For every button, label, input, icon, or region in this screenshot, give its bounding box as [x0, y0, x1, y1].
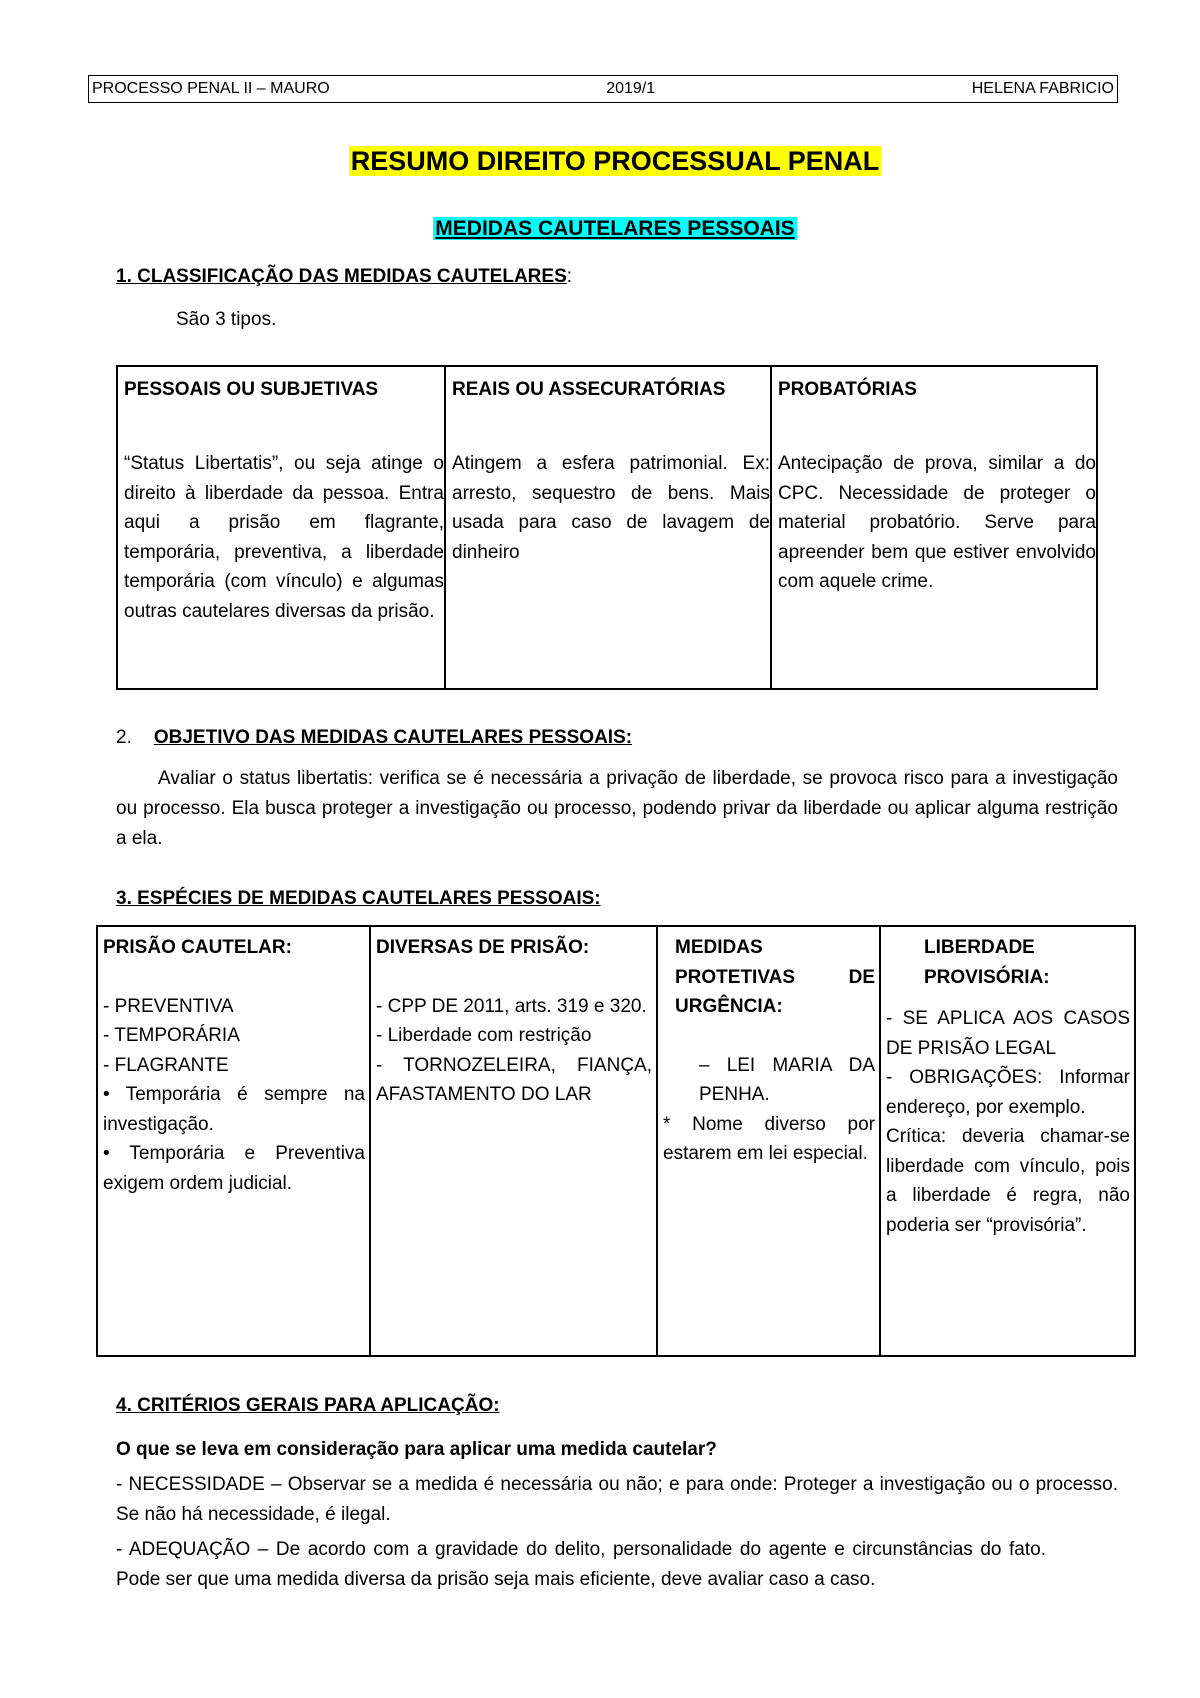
species-cell-prisao-cautelar — [97, 926, 370, 1356]
classification-cell-pessoais — [117, 366, 445, 689]
classification-title: REAIS OU ASSECURATÓRIAS — [452, 379, 726, 400]
list-item: - PREVENTIVA — [103, 995, 234, 1017]
section1-heading: 1. CLASSIFICAÇÃO DAS MEDIDAS CAUTELARES: — [116, 266, 573, 287]
species-cell-protetivas — [657, 926, 880, 1356]
section2-heading: 2. OBJETIVO DAS MEDIDAS CAUTELARES PESSOAIS: — [116, 727, 633, 748]
section4-heading: 4. CRITÉRIOS GERAIS PARA APLICAÇÃO: — [116, 1395, 500, 1416]
classification-cell-reais — [445, 366, 771, 689]
section4-necessidade: - NECESSIDADE – Observar se a medida é necessária ou não; e para onde: Proteger a investigação ou o processo. Se não há necessidade, é ilegal. — [116, 1474, 1118, 1525]
header-author: HELENA FABRICIO — [971, 80, 1114, 97]
header-course: PROCESSO PENAL II – MAURO — [92, 80, 330, 97]
list-item: - TORNOZELEIRA, FIANÇA, AFASTAMENTO DO LAR — [376, 1054, 652, 1105]
document-subtitle: MEDIDAS CAUTELARES PESSOAIS — [435, 217, 795, 240]
classification-text: “Status Libertatis”, ou seja atinge o direito à liberdade da pessoa. Entra aqui a prisão em flagrante, temporária, preventiva, a liberdade temporária (com vínculo) e algumas outras cautelares diversas da prisão. — [124, 453, 444, 622]
list-item: - Liberdade com restrição — [376, 1025, 592, 1046]
section4-question: O que se leva em consideração para aplicar uma medida cautelar? — [116, 1439, 717, 1460]
list-item: Crítica: deveria chamar-se liberdade com vínculo, pois a liberdade é regra, não poderia ser “provisória”. — [886, 1126, 1130, 1236]
classification-title: PESSOAIS OU SUBJETIVAS — [124, 379, 379, 400]
list-item: - SE APLICA AOS CASOS DE PRISÃO LEGAL — [886, 1008, 1130, 1059]
species-cell-liberdade — [880, 926, 1135, 1356]
classification-table — [116, 365, 1098, 690]
species-title: MEDIDAS PROTETIVAS DE URGÊNCIA: — [675, 937, 875, 1017]
section2-text: Avaliar o status libertatis: verifica se é necessária a privação de liberdade, se provoca risco para a investigação ou processo. Ela busca proteger a investigação ou processo, podendo privar da liberdade ou aplicar alguma restrição a ela. — [116, 768, 1118, 849]
list-item: * Nome diverso por estarem em lei especial. — [663, 1113, 875, 1164]
document-title: RESUMO DIREITO PROCESSUAL PENAL — [350, 146, 880, 176]
classification-text: Atingem a esfera patrimonial. Ex: arresto, sequestro de bens. Mais usada para caso de lavagem de dinheiro — [452, 453, 770, 563]
species-cell-diversas — [370, 926, 657, 1356]
list-item: – LEI MARIA DA PENHA. — [699, 1054, 875, 1105]
list-item: - OBRIGAÇÕES: Informar endereço, por exemplo. — [886, 1067, 1130, 1118]
list-item: - TEMPORÁRIA — [103, 1025, 240, 1046]
list-item: - FLAGRANTE — [103, 1054, 229, 1076]
list-item: • Temporária é sempre na investigação. — [103, 1084, 365, 1135]
species-table — [96, 925, 1136, 1357]
species-title: DIVERSAS DE PRISÃO: — [376, 937, 590, 958]
classification-cell-probatorias — [771, 366, 1097, 689]
classification-text: Antecipação de prova, similar a do CPC. Necessidade de proteger o material probatório. Serve para apreender bem que estiver envolvido com aquele crime. — [778, 453, 1096, 592]
section1-intro: São 3 tipos. — [176, 309, 277, 330]
list-item: - CPP DE 2011, arts. 319 e 320. — [376, 995, 647, 1017]
species-title: PRISÃO CAUTELAR: — [103, 937, 292, 958]
species-title: LIBERDADE PROVISÓRIA: — [924, 937, 1050, 988]
header-semester: 2019/1 — [606, 80, 656, 97]
section3-heading: 3. ESPÉCIES DE MEDIDAS CAUTELARES PESSOAIS: — [116, 888, 601, 909]
classification-title: PROBATÓRIAS — [778, 379, 917, 400]
list-item: • Temporária e Preventiva exigem ordem judicial. — [103, 1143, 365, 1194]
page-header — [88, 75, 1118, 103]
section4-adequacao: - ADEQUAÇÃO – De acordo com a gravidade do delito, personalidade do agente e circunstâncias do fato. Pode ser que uma medida diversa da prisão seja mais eficiente, deve avaliar caso a caso. — [116, 1539, 1046, 1590]
